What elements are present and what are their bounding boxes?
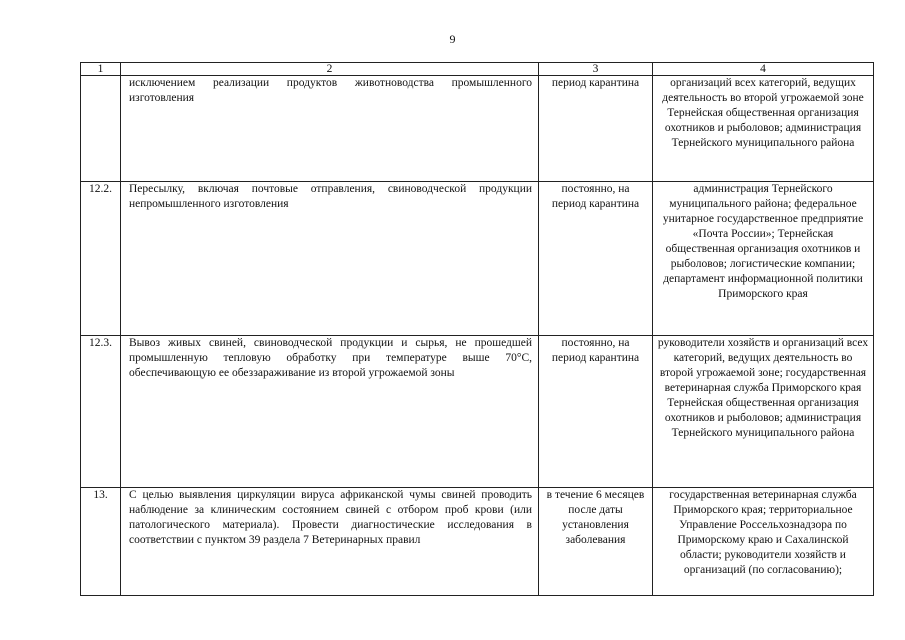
measure-description: С целью выявления циркуляции вируса африканской чумы свиней проводить наблюдение за клиническим состоянием свиней с отбором проб крови (или патологического материала). Провести диагностические исследования в соответствии с пунктом 39 раздела 7 Ветеринарных правил	[121, 488, 539, 596]
column-header-1: 1	[81, 63, 121, 76]
measure-description: Пересылку, включая почтовые отправления, свиноводческой продукции непромышленного изготовления	[121, 182, 539, 336]
item-number: 12.2.	[81, 182, 121, 336]
measure-description: Вывоз живых свиней, свиноводческой продукции и сырья, не прошедшей промышленную тепловую обработку при температуре выше 70°С, обеспечивающую ее обеззараживание из второй угрожаемой зоны	[121, 336, 539, 488]
measure-term: в течение 6 месяцев после даты установления заболевания	[539, 488, 653, 596]
measure-term: период карантина	[539, 76, 653, 182]
item-number: 13.	[81, 488, 121, 596]
column-header-3: 3	[539, 63, 653, 76]
table-row	[81, 182, 874, 336]
responsible-parties: администрация Тернейского муниципального района; федеральное унитарное государственное предприятие «Почта России»; Тернейская общественная организация охотников и рыболовов; логистические компании; департамент информационной политики Приморского края	[653, 182, 874, 336]
table-row	[81, 336, 874, 488]
responsible-parties: государственная ветеринарная служба Приморского края; территориальное Управление Россельхознадзора по Приморскому краю и Сахалинской области; руководители хозяйств и организаций (по согласованию);	[653, 488, 874, 596]
column-header-2: 2	[121, 63, 539, 76]
table-row	[81, 76, 874, 182]
item-number: 12.3.	[81, 336, 121, 488]
measure-description: исключением реализации продуктов животноводства промышленного изготовления	[121, 76, 539, 182]
measure-term: постоянно, на период карантина	[539, 182, 653, 336]
responsible-parties: руководители хозяйств и организаций всех категорий, ведущих деятельность во второй угрожаемой зоне; государственная ветеринарная служба Приморского края Тернейская общественная организация охотников и рыболовов; администрация Тернейского муниципального района	[653, 336, 874, 488]
page-number: 9	[449, 32, 456, 46]
item-number	[81, 76, 121, 182]
measure-term: постоянно, на период карантина	[539, 336, 653, 488]
table-row	[81, 488, 874, 596]
column-header-4: 4	[653, 63, 874, 76]
measures-table	[80, 62, 874, 596]
responsible-parties: организаций всех категорий, ведущих деятельность во второй угрожаемой зоне Тернейская общественная организация охотников и рыболовов; администрация Тернейского муниципального района	[653, 76, 874, 182]
table-header	[81, 63, 874, 76]
